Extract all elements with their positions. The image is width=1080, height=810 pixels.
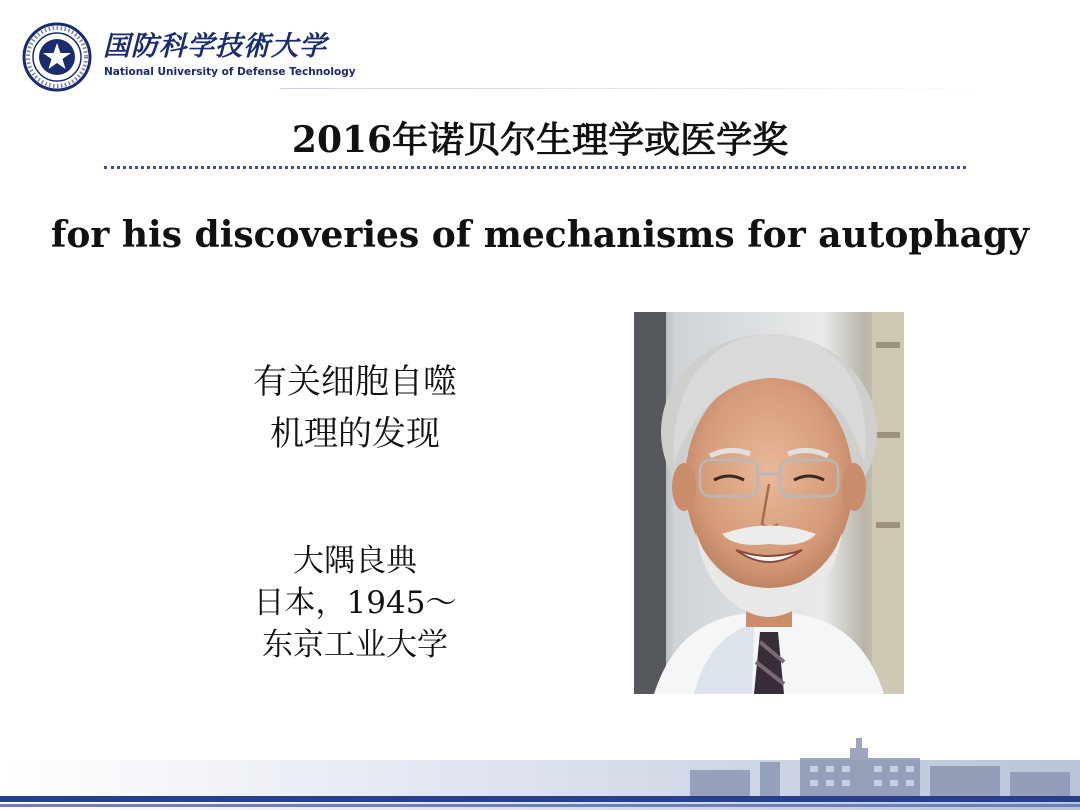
header-divider (280, 88, 1000, 89)
laureate-country-year: 日本，1945～ (253, 585, 457, 621)
slide-subtitle: for his discoveries of mechanisms for autophagy (50, 214, 1030, 256)
laureate-info (200, 540, 510, 666)
laureate-affiliation: 东京工业大学 (262, 627, 448, 663)
laureate-portrait-photo (634, 312, 904, 694)
dotted-divider (104, 166, 966, 169)
university-name-en: National University of Defense Technology (104, 66, 356, 78)
laureate-name: 大隅良典 (293, 543, 417, 579)
slide-title: 2016年诺贝尔生理学或医学奖 (291, 119, 789, 161)
discovery-description (200, 356, 510, 460)
university-seal-logo (22, 22, 92, 92)
university-name-cn: 国防科学技術大学 (103, 31, 327, 62)
description-line: 机理的发现 (270, 414, 440, 454)
description-line: 有关细胞自噬 (253, 362, 457, 402)
campus-footer-band (0, 730, 1080, 810)
